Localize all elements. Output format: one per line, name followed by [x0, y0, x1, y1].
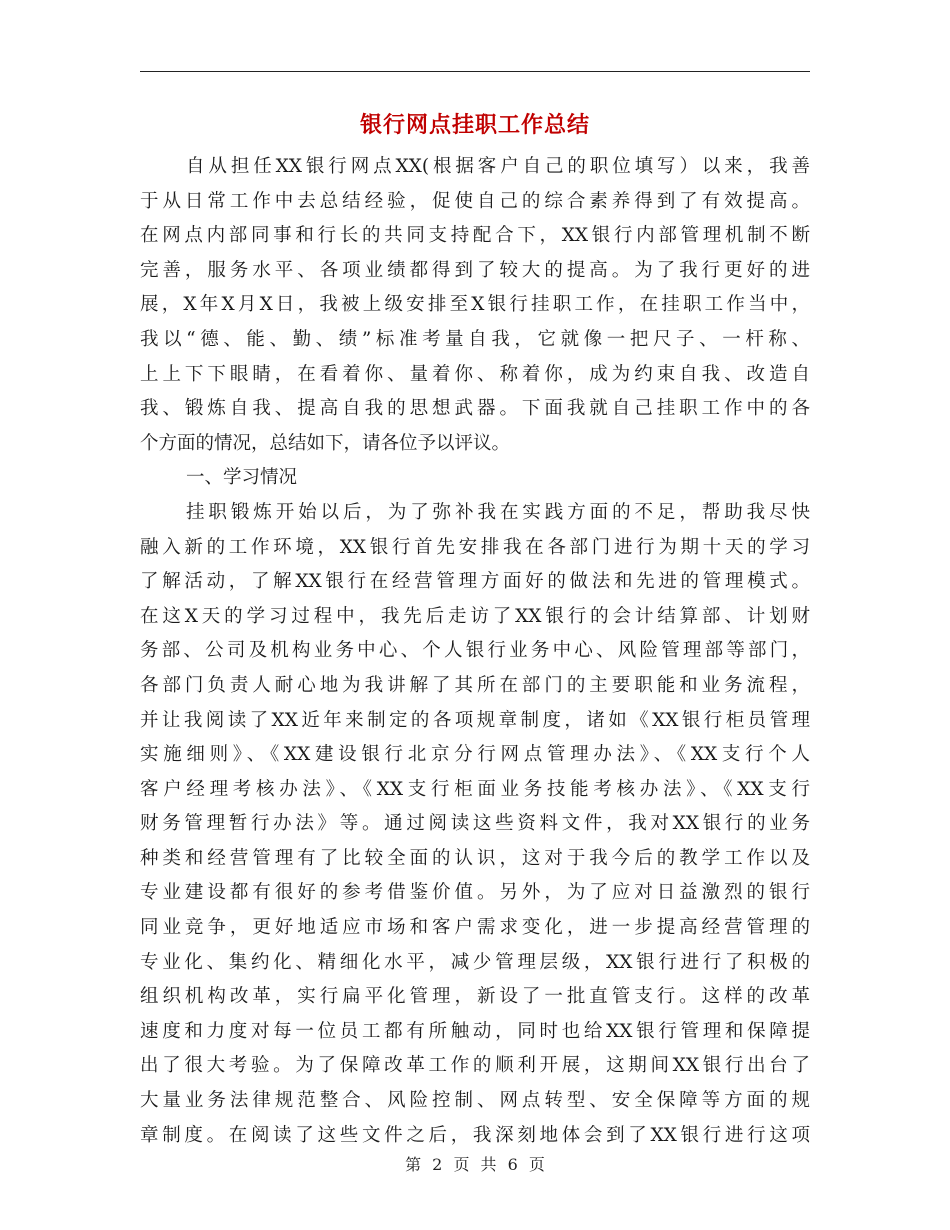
text-line: 融入新的工作环境，XX银行首先安排我在各部门进行为期十天的学习 [140, 536, 810, 558]
text-line: 我以“德、能、勤、绩”标准考量自我，它就像一把尺子、一杆称、 [140, 328, 810, 350]
text-line: 挂职锻炼开始以后，为了弥补我在实践方面的不足，帮助我尽快 [186, 501, 810, 523]
text-line: 速度和力度对每一位员工都有所触动，同时也给XX银行管理和保障提 [140, 1020, 810, 1042]
page-footer: 第 2 页 共 6 页 [405, 1155, 545, 1174]
section-heading: 一、学习情况 [186, 467, 298, 489]
text-line: 同业竞争，更好地适应市场和客户需求变化，进一步提高经营管理的 [140, 917, 810, 939]
text-line: 我、锻炼自我、提高自我的思想武器。下面我就自己挂职工作中的各 [140, 398, 810, 420]
document-body [140, 150, 810, 1153]
text-line: 了解活动，了解XX银行在经营管理方面好的做法和先进的管理模式。 [140, 571, 810, 593]
text-line: 组织机构改革，实行扁平化管理，新设了一批直管支行。这样的改革 [140, 986, 810, 1008]
text-line: 在这X天的学习过程中，我先后走访了XX银行的会计结算部、计划财 [140, 605, 810, 627]
text-line: 专业化、集约化、精细化水平，减少管理层级，XX银行进行了积极的 [140, 951, 810, 973]
text-line: 展，X年X月X日，我被上级安排至X银行挂职工作，在挂职工作当中， [140, 294, 810, 316]
text-line: 在网点内部同事和行长的共同支持配合下，XX银行内部管理机制不断 [140, 225, 810, 247]
text-line: 专业建设都有很好的参考借鉴价值。另外，为了应对日益激烈的银行 [140, 882, 810, 904]
text-line: 于从日常工作中去总结经验，促使自己的综合素养得到了有效提高。 [140, 190, 810, 212]
text-line: 自从担任XX银行网点XX(根据客户自己的职位填写）以来，我善 [186, 156, 810, 177]
text-line: 出了很大考验。为了保障改革工作的顺利开展，这期间XX银行出台了 [140, 1055, 810, 1077]
text-line: 实施细则》、《XX建设银行北京分行网点管理办法》、《XX支行个人 [140, 744, 810, 766]
header-rule [140, 71, 810, 72]
text-line: 客户经理考核办法》、《XX支行柜面业务技能考核办法》、《XX支行 [140, 778, 810, 800]
text-line: 个方面的情况，总结如下，请各位予以评议。 [140, 432, 511, 454]
text-line: 章制度。在阅读了这些文件之后，我深刻地体会到了XX银行进行这项 [140, 1124, 810, 1146]
text-line: 上上下下眼睛，在看着你、量着你、称着你，成为约束自我、改造自 [140, 363, 810, 385]
text-line: 完善，服务水平、各项业绩都得到了较大的提高。为了我行更好的进 [140, 259, 810, 281]
text-line: 种类和经营管理有了比较全面的认识，这对于我今后的教学工作以及 [140, 847, 810, 869]
text-line: 务部、公司及机构业务中心、个人银行业务中心、风险管理部等部门， [140, 640, 810, 662]
text-line: 财务管理暂行办法》等。通过阅读这些资料文件，我对XX银行的业务 [140, 813, 810, 835]
page-title: 银行网点挂职工作总结 [359, 112, 590, 138]
text-line: 各部门负责人耐心地为我讲解了其所在部门的主要职能和业务流程， [140, 674, 810, 696]
text-line: 大量业务法律规范整合、风险控制、网点转型、安全保障等方面的规 [140, 1090, 810, 1112]
text-line: 并让我阅读了XX近年来制定的各项规章制度，诸如《XX银行柜员管理 [140, 709, 810, 731]
